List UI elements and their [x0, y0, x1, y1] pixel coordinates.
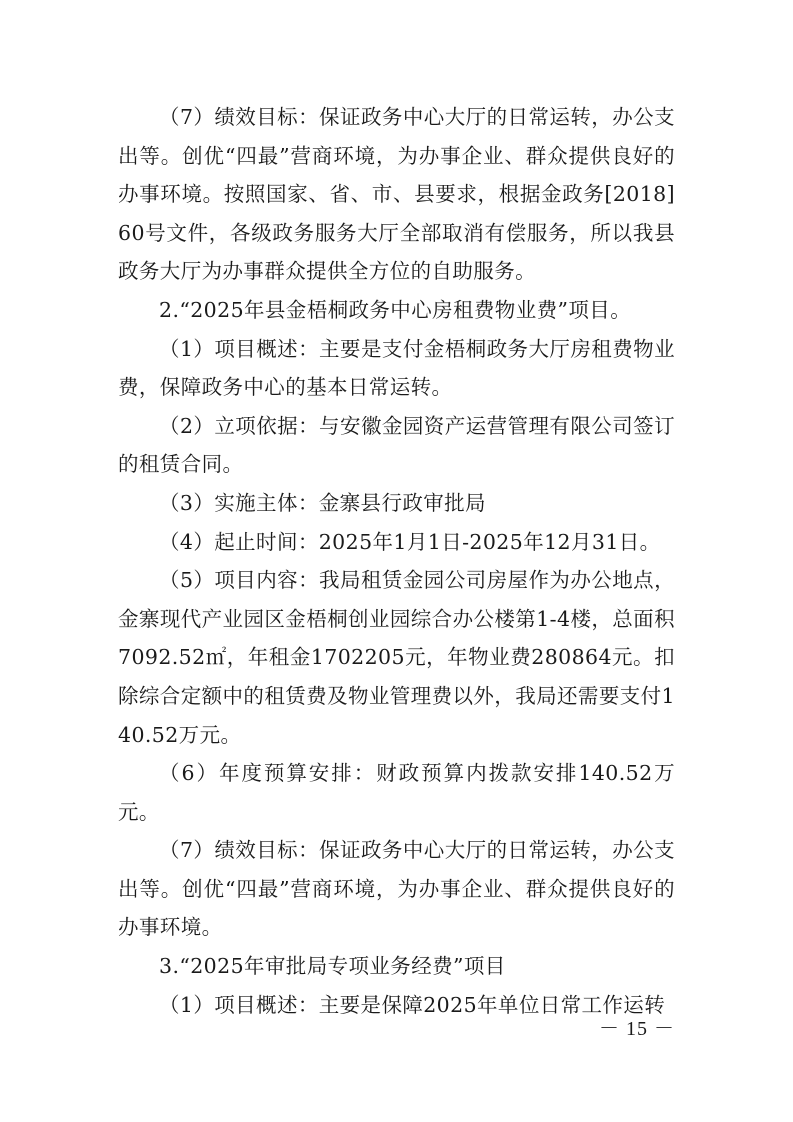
paragraph-project-overview: （1）项目概述：主要是支付金梧桐政务大厅房租费物业费，保障政务中心的基本日常运转。	[118, 336, 675, 400]
paragraph-basis: （2）立项依据：与安徽金园资产运营管理有限公司签订的租赁合同。	[118, 413, 675, 477]
paragraph-implementer: （3）实施主体：金寨县行政审批局	[159, 490, 486, 515]
paragraph-item-3-overview: （1）项目概述：主要是保障2025年单位日常工作运转	[159, 992, 666, 1017]
paragraph-item-3-title: 3.“2025年审批局专项业务经费”项目	[159, 954, 506, 979]
paragraph-performance-goal-2: （7）绩效目标：保证政务中心大厅的日常运转，办公支出等。创优“四最”营商环境，为办事企业、群众提供良好的办事环境。	[118, 838, 675, 940]
paragraph-performance-goal-1: （7）绩效目标：保证政务中心大厅的日常运转，办公支出等。创优“四最”营商环境，为办事企业、群众提供良好的办事环境。按照国家、省、市、县要求，根据金政务[2018]60号文件，各级政务服务大厅全部取消有偿服务，所以我县政务大厅为办事群众提供全方位的自助服务。	[118, 105, 675, 284]
page-number: － 15 －	[599, 1018, 675, 1040]
body-text	[118, 98, 675, 1024]
paragraph-project-content: （5）项目内容：我局租赁金园公司房屋作为办公地点，金寨现代产业园区金梧桐创业园综合办公楼第1-4楼，总面积7092.52㎡，年租金1702205元，年物业费280864元。扣除综合定额中的租赁费及物业管理费以外，我局还需要支付140.52万元。	[118, 568, 675, 747]
paragraph-period: （4）起止时间：2025年1月1日-2025年12月31日。	[159, 529, 661, 554]
paragraph-budget: （6）年度预算安排：财政预算内拨款安排140.52万元。	[118, 761, 675, 824]
paragraph-item-2-title: 2.“2025年县金梧桐政务中心房租费物业费”项目。	[159, 297, 632, 322]
